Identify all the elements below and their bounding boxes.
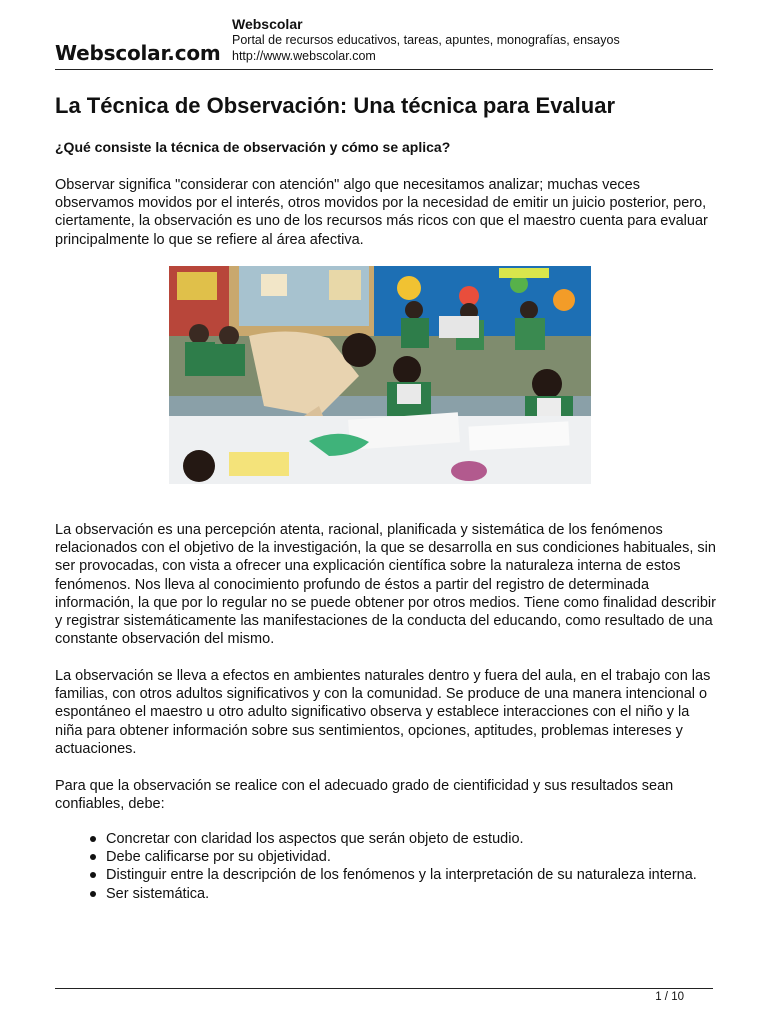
classroom-photo <box>169 266 591 484</box>
list-item: Distinguir entre la descripción de los fenómenos y la interpretación de su naturaleza interna. <box>88 866 718 884</box>
site-tagline: Portal de recursos educativos, tareas, apuntes, monografías, ensayos <box>232 33 620 47</box>
site-info <box>232 16 620 64</box>
bullet-icon <box>90 854 96 860</box>
header-divider <box>55 69 713 70</box>
list-item: Debe calificarse por su objetividad. <box>88 848 718 866</box>
bullet-icon <box>90 872 96 878</box>
page-header <box>55 14 713 70</box>
paragraph-definition: La observación es una percepción atenta, racional, planificada y sistemática de los fenómenos relacionados con el objetivo de la investigación, la que se desarrolla en sus condiciones habituales, sin ser provocadas, con vista a ofrecer una explicación científica sobre la naturaleza interna de estos fenómenos. Nos lleva al conocimiento profundo de éstos a partir del registro de determinada información, la que por lo regular no se puede obtener por otros medios. Tiene como finalidad describir y registrar sistemáticamente las manifestaciones de la conducta del educando, como resultado de una constante observación del mismo. <box>55 522 716 648</box>
page-number: 1 / 10 <box>655 991 684 1003</box>
document-subtitle: ¿Qué consiste la técnica de observación y cómo se aplica? <box>55 139 451 155</box>
list-item: Concretar con claridad los aspectos que serán objeto de estudio. <box>88 830 718 848</box>
site-logo: Webscolar.com <box>55 41 221 65</box>
paragraph-environments: La observación se lleva a efectos en ambientes naturales dentro y fuera del aula, en el trabajo con las familias, con otros adultos significativos y con la comunidad. Se produce de una manera intencional o espontáneo el maestro u otro adulto significativo observa y establece interacciones con el niño y la niña para obtener información sobre sus sentimientos, opciones, aptitudes, problemas intereses y actuaciones. <box>55 668 711 757</box>
bullet-icon <box>90 891 96 897</box>
classroom-illustration <box>169 266 591 484</box>
site-name: Webscolar <box>232 16 303 32</box>
document-title: La Técnica de Observación: Una técnica para Evaluar <box>55 93 616 118</box>
site-url: http://www.webscolar.com <box>232 49 376 63</box>
paragraph-requirements: Para que la observación se realice con el adecuado grado de cientificidad y sus resultados sean confiables, debe: <box>55 778 674 813</box>
list-item: Ser sistemática. <box>88 885 718 903</box>
paragraph-intro: Observar significa "considerar con atención" algo que necesitamos analizar; muchas veces observamos movidos por el interés, otros movidos por la necesidad de emitir un juicio posterior, pero, ciertamente, la observación es uno de los recursos más ricos con que el maestro cuenta para evaluar principalmente lo que se refiere al área afectiva. <box>55 177 708 248</box>
bullet-icon <box>90 836 96 842</box>
footer-divider <box>55 988 713 989</box>
requirements-list <box>88 830 718 903</box>
